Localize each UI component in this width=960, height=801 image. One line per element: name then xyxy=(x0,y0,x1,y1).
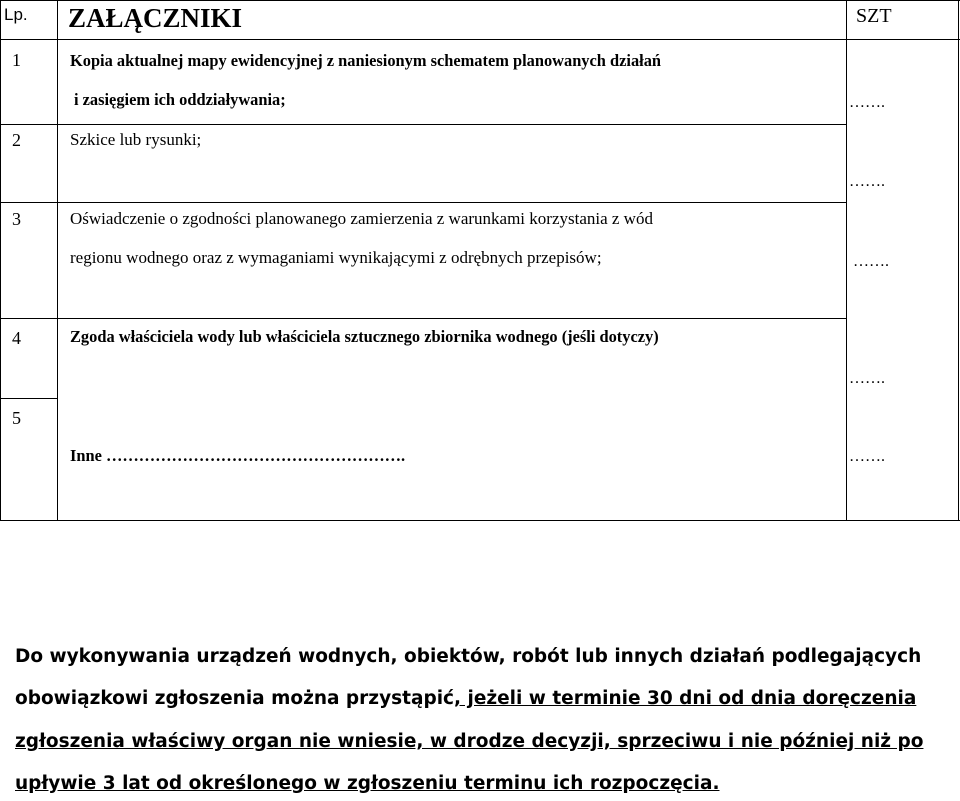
quantity-mark: ……. xyxy=(849,94,885,111)
row-number: 2 xyxy=(12,130,21,150)
table-row-divider xyxy=(0,124,847,125)
row-text: Zgoda właściciela wody lub właściciela sztucznego zbiornika wodnego (jeśli dotyczy) xyxy=(70,327,659,346)
quantity-mark: ……. xyxy=(853,253,889,270)
table-row-divider xyxy=(0,318,847,319)
header-lp: Lp. xyxy=(4,5,28,24)
note-text-underlined: , jeżeli w terminie 30 dni od dnia doręczenia xyxy=(454,688,917,709)
table-row-divider xyxy=(0,398,57,399)
page-title: ZAŁĄCZNIKI xyxy=(68,3,243,33)
note-line: zgłoszenia właściwy organ nie wniesie, w drodze decyzji, sprzeciwu i nie później niż po xyxy=(15,731,924,752)
header-szt: SZT xyxy=(856,5,892,27)
quantity-mark: ……. xyxy=(849,448,885,465)
table-column-divider xyxy=(846,0,847,521)
row-number: 1 xyxy=(12,50,21,70)
quantity-mark: ……. xyxy=(849,173,885,190)
table-border-left xyxy=(0,0,1,521)
table-row-divider xyxy=(0,39,960,40)
note-line: Do wykonywania urządzeń wodnych, obiektów, robót lub innych działań podlegających xyxy=(15,646,922,667)
note-text: obowiązkowi zgłoszenia można przystąpić xyxy=(15,688,455,709)
row-number: 4 xyxy=(12,328,21,348)
table-border-top xyxy=(0,0,960,1)
row-text: Szkice lub rysunki; xyxy=(70,130,202,149)
row-text: i zasięgiem ich oddziaływania; xyxy=(74,90,286,109)
row-number: 3 xyxy=(12,209,21,229)
table-row-divider xyxy=(0,202,847,203)
table-border-bottom xyxy=(0,520,960,521)
table-border-right xyxy=(958,0,959,521)
row-text: regionu wodnego oraz z wymaganiami wynikającymi z odrębnych przepisów; xyxy=(70,248,602,267)
quantity-mark: ……. xyxy=(849,370,885,387)
row-text: Kopia aktualnej mapy ewidencyjnej z naniesionym schematem planowanych działań xyxy=(70,51,661,70)
table-column-divider xyxy=(57,0,58,521)
row-number: 5 xyxy=(12,408,21,428)
row-text: Inne ………………………………………………. xyxy=(70,446,406,465)
row-text: Oświadczenie o zgodności planowanego zamierzenia z warunkami korzystania z wód xyxy=(70,209,653,228)
note-line xyxy=(15,688,945,709)
note-line: upływie 3 lat od określonego w zgłoszeniu terminu ich rozpoczęcia. xyxy=(15,773,720,794)
